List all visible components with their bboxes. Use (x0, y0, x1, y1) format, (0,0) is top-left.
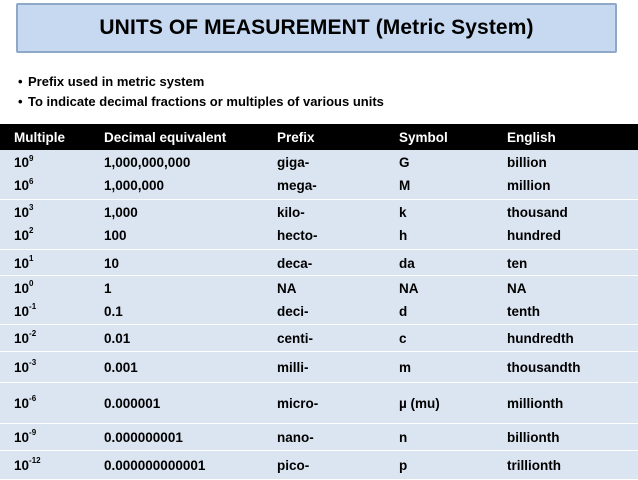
cell-prefix (277, 423, 399, 450)
multiple-value (14, 174, 104, 197)
header-symbol: Symbol (399, 129, 448, 145)
cell-multiple (0, 199, 104, 249)
multiple-exponent: 6 (29, 176, 34, 186)
cell-multiple (0, 150, 104, 199)
cell-symbol (399, 275, 507, 324)
symbol-value: h (399, 227, 408, 243)
english-value: tenth (507, 303, 540, 319)
prefix-value: hecto- (277, 227, 318, 243)
multiple-base: 10 (14, 457, 30, 473)
prefix-value: deci- (277, 303, 309, 319)
prefix-value: micro- (277, 395, 319, 411)
decimal-value: 0.000000000001 (104, 457, 206, 473)
multiple-base: 10 (14, 280, 30, 296)
symbol-value: c (399, 330, 407, 346)
table-row (0, 450, 638, 479)
multiple-exponent: 1 (29, 254, 34, 263)
cell-symbol (399, 199, 507, 249)
decimal-value: 1 (104, 280, 112, 296)
table-row (0, 275, 638, 324)
bullet-text: Prefix used in metric system (28, 74, 205, 89)
prefix-value: NA (277, 280, 297, 296)
cell-english (507, 324, 638, 351)
decimal-value: 1,000 (104, 204, 138, 220)
cell-prefix (277, 150, 399, 199)
multiple-base: 10 (14, 255, 30, 271)
symbol-value: m (399, 359, 412, 375)
bullet-item (18, 92, 384, 112)
multiple-exponent: 2 (29, 226, 34, 235)
cell-decimal-equivalent (104, 249, 277, 275)
cell-prefix (277, 324, 399, 351)
cell-symbol (399, 150, 507, 199)
multiple-value (14, 454, 104, 477)
multiple-value (14, 277, 104, 300)
cell-symbol (399, 324, 507, 351)
decimal-value: 1,000,000 (104, 178, 165, 193)
symbol-value: k (399, 204, 407, 220)
multiple-exponent: 3 (29, 203, 34, 212)
english-value: billionth (507, 429, 560, 445)
cell-decimal-equivalent (104, 324, 277, 351)
prefix-value: kilo- (277, 204, 305, 220)
cell-english (507, 382, 638, 423)
cell-multiple (0, 382, 104, 423)
decimal-value: 1,000,000,000 (104, 155, 191, 170)
cell-multiple (0, 423, 104, 450)
table-row (0, 199, 638, 249)
cell-multiple (0, 275, 104, 324)
cell-multiple (0, 351, 104, 382)
header-english: English (507, 129, 556, 145)
header-prefix: Prefix (277, 129, 315, 145)
cell-english (507, 199, 638, 249)
cell-english (507, 423, 638, 450)
page-title: UNITS OF MEASUREMENT (Metric System) (99, 16, 534, 39)
multiple-value (14, 327, 104, 350)
table-header-row (0, 124, 638, 150)
english-value: ten (507, 255, 528, 271)
cell-symbol (399, 450, 507, 479)
symbol-value: NA (399, 280, 419, 296)
multiple-value (14, 426, 104, 449)
decimal-value: 0.1 (104, 303, 123, 319)
prefix-value: giga- (277, 155, 310, 170)
symbol-value: d (399, 303, 408, 319)
cell-symbol (399, 249, 507, 275)
multiple-base: 10 (14, 227, 30, 243)
cell-symbol (399, 351, 507, 382)
english-value: hundredth (507, 330, 574, 346)
bullet-icon: • (18, 94, 23, 109)
table-row (0, 382, 638, 423)
english-value: millionth (507, 395, 564, 411)
english-value: thousandth (507, 359, 581, 375)
cell-english (507, 275, 638, 324)
table-row (0, 150, 638, 199)
symbol-value: p (399, 457, 408, 473)
english-value: hundred (507, 227, 561, 243)
decimal-value: 0.01 (104, 330, 131, 346)
prefix-value: deca- (277, 255, 313, 271)
multiple-base: 10 (14, 303, 30, 319)
cell-decimal-equivalent (104, 275, 277, 324)
table-row (0, 249, 638, 275)
prefix-value: pico- (277, 457, 310, 473)
multiple-value (14, 392, 104, 415)
multiple-exponent: -6 (29, 394, 37, 403)
cell-symbol (399, 382, 507, 423)
table-row (0, 351, 638, 382)
multiple-exponent: 9 (29, 153, 34, 163)
decimal-value: 100 (104, 227, 127, 243)
multiple-exponent: -1 (29, 302, 37, 311)
metric-prefix-table (0, 124, 638, 480)
english-value: NA (507, 280, 527, 296)
title-banner (16, 3, 617, 53)
multiple-base: 10 (14, 204, 30, 220)
cell-decimal-equivalent (104, 199, 277, 249)
decimal-value: 0.000001 (104, 395, 161, 411)
multiple-base: 10 (14, 429, 30, 445)
bullet-text: To indicate decimal fractions or multiples of various units (28, 94, 384, 109)
prefix-value: centi- (277, 330, 314, 346)
header-decimal-equivalent: Decimal equivalent (104, 129, 227, 145)
english-value: million (507, 178, 551, 193)
cell-decimal-equivalent (104, 450, 277, 479)
cell-multiple (0, 249, 104, 275)
cell-prefix (277, 351, 399, 382)
cell-prefix (277, 450, 399, 479)
table-row (0, 423, 638, 450)
cell-multiple (0, 450, 104, 479)
symbol-value: µ (mu) (399, 395, 440, 411)
cell-english (507, 450, 638, 479)
symbol-value: G (399, 155, 410, 170)
multiple-exponent: 0 (29, 279, 34, 288)
multiple-value (14, 151, 104, 174)
multiple-exponent: -9 (29, 428, 37, 437)
multiple-value (14, 300, 104, 323)
multiple-value (14, 201, 104, 224)
multiple-base: 10 (14, 359, 30, 375)
english-value: thousand (507, 204, 568, 220)
english-value: trillionth (507, 457, 561, 473)
cell-multiple (0, 324, 104, 351)
multiple-base: 10 (14, 178, 30, 193)
cell-decimal-equivalent (104, 351, 277, 382)
bullet-list (18, 72, 384, 112)
cell-decimal-equivalent (104, 423, 277, 450)
multiple-base: 10 (14, 155, 30, 170)
table-row (0, 324, 638, 351)
symbol-value: M (399, 178, 411, 193)
cell-prefix (277, 275, 399, 324)
cell-english (507, 150, 638, 199)
multiple-value (14, 224, 104, 247)
decimal-value: 0.001 (104, 359, 138, 375)
header-multiple: Multiple (14, 129, 65, 145)
prefix-value: nano- (277, 429, 314, 445)
cell-symbol (399, 423, 507, 450)
cell-decimal-equivalent (104, 150, 277, 199)
multiple-exponent: -3 (29, 358, 37, 367)
decimal-value: 0.000000001 (104, 429, 183, 445)
cell-prefix (277, 382, 399, 423)
multiple-exponent: -2 (29, 329, 37, 338)
bullet-icon: • (18, 74, 23, 89)
prefix-value: mega- (277, 178, 317, 193)
multiple-exponent: -12 (29, 456, 41, 465)
cell-prefix (277, 199, 399, 249)
cell-decimal-equivalent (104, 382, 277, 423)
decimal-value: 10 (104, 255, 120, 271)
cell-prefix (277, 249, 399, 275)
multiple-value (14, 356, 104, 379)
cell-english (507, 351, 638, 382)
multiple-value (14, 252, 104, 275)
cell-english (507, 249, 638, 275)
multiple-base: 10 (14, 330, 30, 346)
english-value: billion (507, 155, 547, 170)
symbol-value: da (399, 255, 415, 271)
prefix-value: milli- (277, 359, 309, 375)
bullet-item (18, 72, 384, 92)
symbol-value: n (399, 429, 408, 445)
multiple-base: 10 (14, 395, 30, 411)
